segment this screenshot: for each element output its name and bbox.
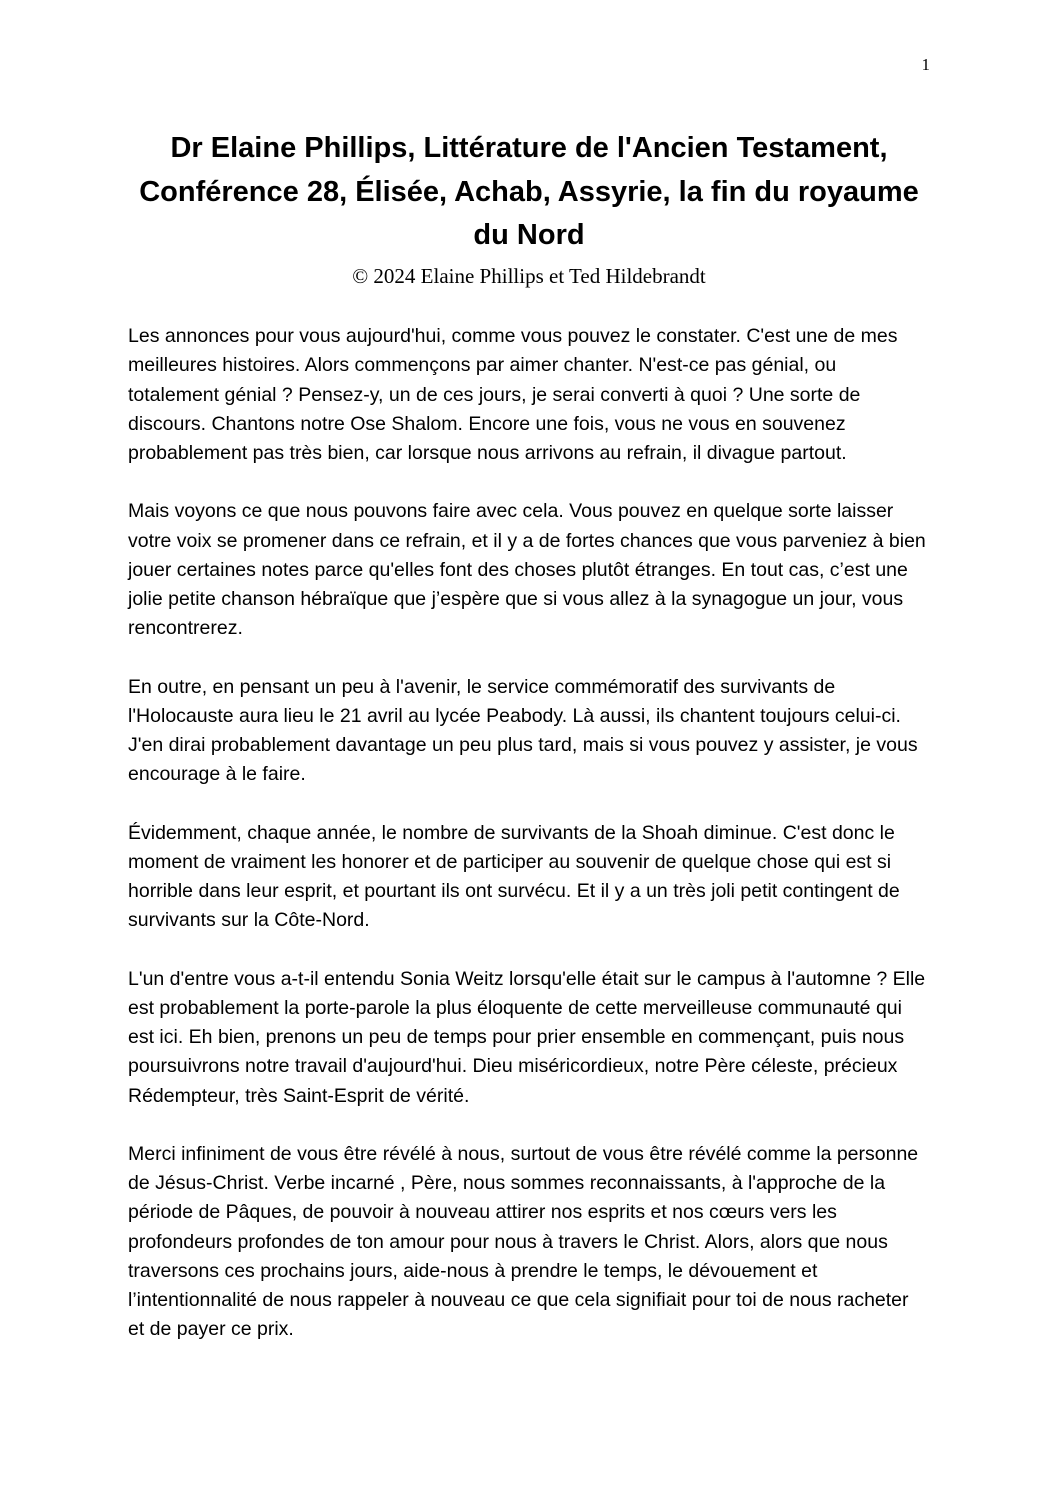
document-body [128, 322, 930, 1345]
document-header [128, 127, 930, 290]
paragraph: En outre, en pensant un peu à l'avenir, le service commémoratif des survivants de l'Holocauste aura lieu le 21 avril au lycée Peabody. Là aussi, ils chantent toujours celui-ci. J'en dirai probablement davantage un peu plus tard, mais si vous pouvez y assister, je vous encourage à le faire. [128, 675, 918, 786]
paragraph: Les annonces pour vous aujourd'hui, comme vous pouvez le constater. C'est une de mes meilleures histoires. Alors commençons par aimer chanter. N'est-ce pas génial, ou totalement génial ? Pensez-y, un de ces jours, je serai converti à quoi ? Une sorte de discours. Chantons notre Ose Shalom. Encore une fois, vous ne vous en souvenez probablement pas très bien, car lorsque nous arrivons au refrain, il divague partout. [128, 325, 898, 465]
paragraph: Mais voyons ce que nous pouvons faire avec cela. Vous pouvez en quelque sorte laisser votre voix se promener dans ce refrain, et il y a de fortes chances que vous parveniez à bien jouer certaines notes parce qu'elles font des choses plutôt étranges. En tout cas, c’est une jolie petite chanson hébraïque que j’espère que si vous allez à la synagogue un jour, vous rencontrerez. [128, 500, 926, 640]
paragraph: L'un d'entre vous a-t-il entendu Sonia Weitz lorsqu'elle était sur le campus à l'automne ? Elle est probablement la porte-parole la plus éloquente de cette merveilleuse communauté qui est ici. Eh bien, prenons un peu de temps pour prier ensemble en commençant, puis nous poursuivrons notre travail d'aujourd'hui. Dieu miséricordieux, notre Père céleste, précieux Rédempteur, très Saint-Esprit de vérité. [128, 967, 926, 1107]
page-number: 1 [921, 55, 930, 74]
title-line-1: Dr Elaine Phillips, Littérature de l'Ancien Testament, [170, 132, 888, 165]
document-title [128, 127, 930, 258]
copyright-line: © 2024 Elaine Phillips et Ted Hildebrandt [352, 263, 706, 288]
paragraph: Merci infiniment de vous être révélé à nous, surtout de vous être révélé comme la personne de Jésus-Christ. Verbe incarné , Père, nous sommes reconnaissants, à l'approche de la période de Pâques, de pouvoir à nouveau attirer nos esprits et nos cœurs vers les profondeurs profondes de ton amour pour nous à travers le Christ. Alors, alors que nous traversons ces prochains jours, aide-nous à prendre le temps, le dévouement et l’intentionnalité de nous rappeler à nouveau ce que cela signifiait pour toi de nous racheter et de payer ce prix. [128, 1142, 919, 1341]
title-line-2: Conférence 28, Élisée, Achab, Assyrie, la fin du royaume du Nord [139, 175, 919, 252]
paragraph: Évidemment, chaque année, le nombre de survivants de la Shoah diminue. C'est donc le moment de vraiment les honorer et de participer au souvenir de quelque chose qui est si horrible dans leur esprit, et pourtant ils ont survécu. Et il y a un très joli petit contingent de survivants sur la Côte-Nord. [128, 821, 900, 932]
